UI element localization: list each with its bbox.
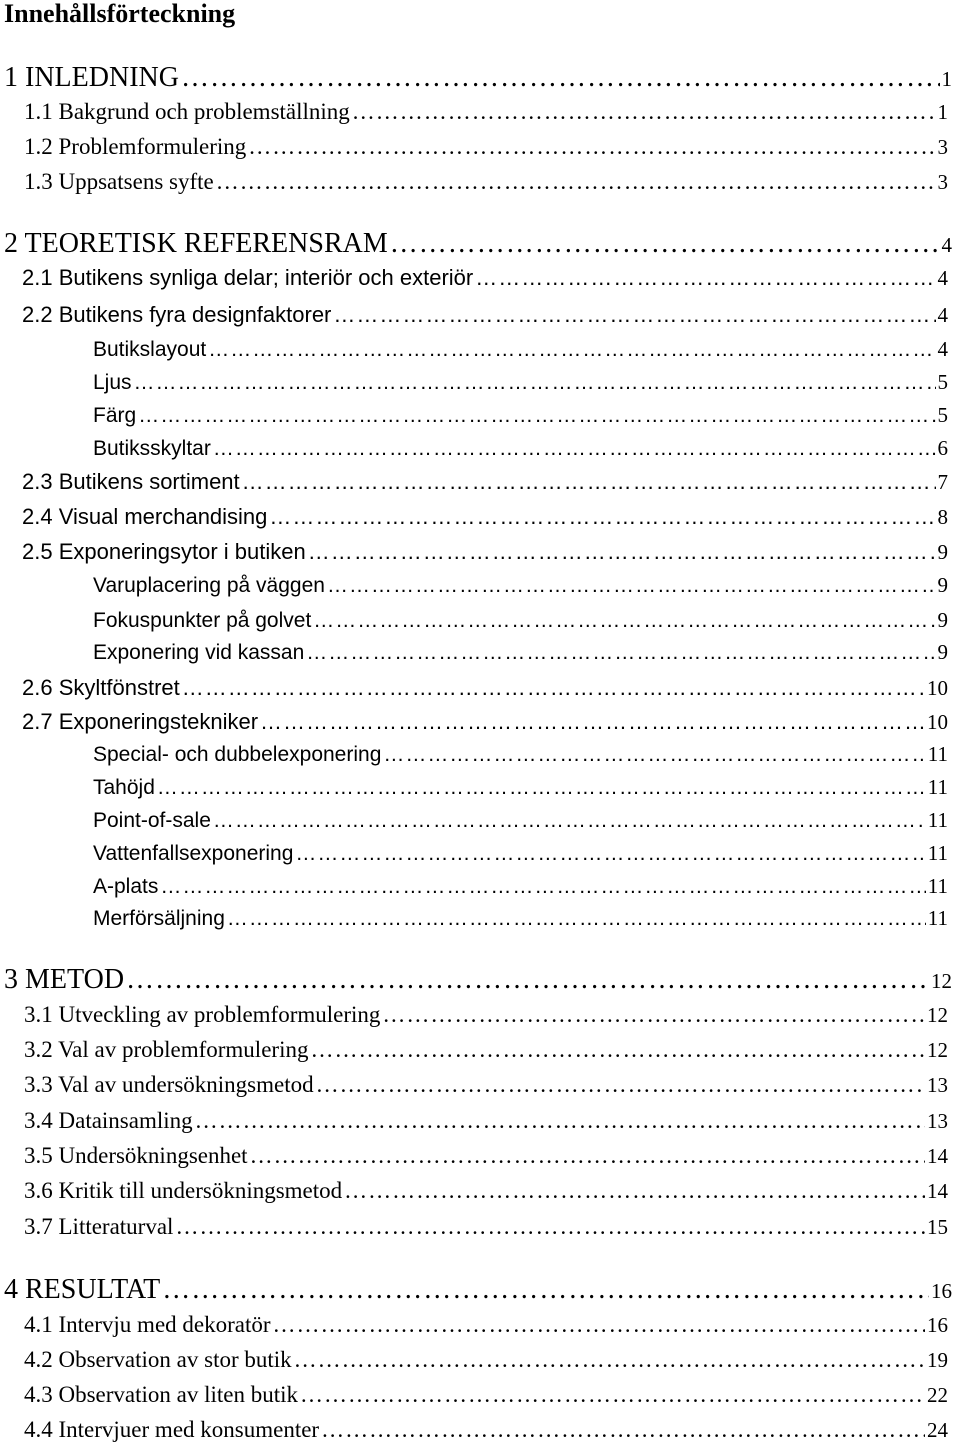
toc-entry — [22, 469, 948, 503]
toc-entry-label: 4.4 Intervjuer med konsumenter — [24, 1417, 320, 1442]
toc-entry — [93, 403, 948, 437]
toc-entry — [24, 1108, 948, 1142]
toc-entry — [22, 709, 948, 743]
toc-entry-page-number: 19 — [927, 1348, 948, 1372]
toc-entry-page-number: 14 — [927, 1144, 948, 1168]
toc-entry — [93, 337, 948, 371]
toc-entry — [4, 964, 952, 998]
toc-leader-dots — [208, 338, 935, 362]
toc-leader-dots — [390, 228, 940, 260]
toc-entry-label: Special- och dubbelexponering — [93, 743, 382, 766]
toc-entry-label: 2.7 Exponeringstekniker — [22, 709, 259, 734]
toc-entry-label: Tahöjd — [93, 776, 155, 799]
toc-entry — [24, 1002, 948, 1036]
toc-entry-page-number: 12 — [927, 1003, 948, 1027]
toc-entry-label: 3.5 Undersökningsenhet — [24, 1143, 248, 1168]
toc-leader-dots — [227, 907, 926, 931]
toc-leader-dots — [321, 1417, 925, 1443]
toc-entry — [22, 265, 948, 299]
toc-entry-page-number: 13 — [927, 1109, 948, 1133]
toc-entry-page-number: 9 — [937, 608, 948, 632]
toc-entry-label: 3.4 Datainsamling — [24, 1108, 193, 1133]
toc-entry-page-number: 5 — [937, 403, 948, 427]
toc-leader-dots — [248, 134, 935, 160]
toc-entry-page-number: 9 — [937, 540, 948, 564]
toc-entry-label: 3 METOD — [4, 964, 125, 995]
toc-entry-label: 4.2 Observation av stor butik — [24, 1347, 292, 1372]
toc-entry — [93, 874, 948, 908]
toc-entry — [24, 1417, 948, 1451]
toc-leader-dots — [213, 437, 936, 461]
toc-leader-dots — [126, 964, 929, 996]
toc-entry — [4, 1274, 952, 1308]
toc-entry — [22, 302, 948, 336]
toc-leader-dots — [300, 1382, 925, 1408]
toc-entry — [24, 99, 948, 133]
toc-leader-dots — [352, 99, 936, 125]
toc-entry-label: Exponering vid kassan — [93, 641, 305, 664]
toc-leader-dots — [160, 875, 925, 899]
toc-entry-label: Fokuspunkter på golvet — [93, 609, 312, 632]
toc-leader-dots — [382, 1002, 925, 1028]
toc-leader-dots — [242, 469, 936, 495]
toc-leader-dots — [313, 609, 935, 633]
toc-leader-dots — [310, 1037, 925, 1063]
toc-entry-label: 4.1 Intervju med dekoratör — [24, 1312, 271, 1337]
toc-entry-label: Vattenfallsexponering — [93, 842, 294, 865]
toc-entry-label: 1.3 Uppsatsens syfte — [24, 169, 214, 194]
toc-leader-dots — [344, 1178, 925, 1204]
toc-entry-page-number: 10 — [927, 676, 948, 700]
toc-entry-label: Varuplacering på väggen — [93, 574, 325, 597]
toc-entry — [93, 775, 948, 809]
toc-entry — [22, 504, 948, 538]
toc-entry-page-number: 9 — [937, 640, 948, 664]
toc-entry-page-number: 3 — [937, 170, 948, 194]
toc-entry-page-number: 14 — [927, 1179, 948, 1203]
toc-entry-label: 2.2 Butikens fyra designfaktorer — [22, 302, 332, 327]
toc-leader-dots — [294, 1347, 925, 1373]
toc-entry — [93, 608, 948, 642]
toc-entry-page-number: 12 — [931, 969, 952, 993]
toc-entry-label: 2.1 Butikens synliga delar; interiör och exteriör — [22, 265, 474, 290]
toc-entry-label: A-plats — [93, 875, 159, 898]
toc-entry-page-number: 11 — [927, 906, 948, 930]
toc-entry-label: Butikslayout — [93, 338, 207, 361]
toc-entry — [22, 675, 948, 709]
toc-entry-page-number: 4 — [937, 266, 948, 290]
toc-entry — [24, 1382, 948, 1416]
toc-entry-page-number: 13 — [927, 1073, 948, 1097]
toc-entry-label: Ljus — [93, 371, 132, 394]
toc-entry-page-number: 6 — [937, 436, 948, 460]
toc-entry-label: Merförsäljning — [93, 907, 225, 930]
toc-entry-label: 3.2 Val av problemformulering — [24, 1037, 309, 1062]
toc-leader-dots — [162, 1274, 929, 1306]
toc-entry — [93, 436, 948, 470]
toc-leader-dots — [273, 1312, 925, 1338]
toc-leader-dots — [250, 1143, 925, 1169]
toc-entry — [24, 1072, 948, 1106]
toc-entry-label: 3.6 Kritik till undersökningsmetod — [24, 1178, 343, 1203]
toc-entry — [93, 841, 948, 875]
toc-leader-dots — [316, 1072, 925, 1098]
toc-entry-page-number: 1 — [937, 100, 948, 124]
toc-entry-label: 3.7 Litteraturval — [24, 1214, 174, 1239]
toc-entry-page-number: 11 — [927, 742, 948, 766]
toc-entry-page-number: 9 — [937, 573, 948, 597]
toc-entry-page-number: 11 — [927, 874, 948, 898]
toc-entry-page-number: 4 — [937, 303, 948, 327]
toc-entry-page-number: 10 — [927, 710, 948, 734]
toc-entry-page-number: 24 — [927, 1418, 948, 1442]
toc-leader-dots — [181, 62, 940, 94]
toc-leader-dots — [295, 842, 925, 866]
page-title: Innehållsförteckning — [4, 0, 236, 28]
toc-leader-dots — [260, 709, 925, 735]
toc-entry — [24, 1347, 948, 1381]
toc-entry-page-number: 16 — [927, 1313, 948, 1337]
toc-entry-page-number: 5 — [937, 370, 948, 394]
toc-leader-dots — [269, 504, 935, 530]
toc-leader-dots — [134, 371, 936, 395]
toc-entry-label: 2 TEORETISK REFERENSRAM — [4, 228, 388, 259]
toc-entry — [24, 1143, 948, 1177]
toc-entry — [24, 134, 948, 168]
toc-leader-dots — [306, 641, 935, 665]
toc-entry-label: 4.3 Observation av liten butik — [24, 1382, 299, 1407]
toc-entry — [24, 1037, 948, 1071]
toc-entry-label: Färg — [93, 404, 137, 427]
toc-entry-label: 1.2 Problemformulering — [24, 134, 247, 159]
toc-entry-page-number: 1 — [941, 67, 952, 91]
toc-entry-label: Butiksskyltar — [93, 437, 211, 460]
toc-entry-page-number: 4 — [937, 337, 948, 361]
toc-entry — [24, 1178, 948, 1212]
toc-entry-label: 4 RESULTAT — [4, 1274, 161, 1305]
toc-entry — [93, 906, 948, 940]
toc-entry — [93, 573, 948, 607]
toc-leader-dots — [175, 1214, 925, 1240]
toc-entry — [93, 370, 948, 404]
toc-entry-page-number: 11 — [927, 808, 948, 832]
toc-entry-page-number: 3 — [937, 135, 948, 159]
toc-entry-label: 1.1 Bakgrund och problemställning — [24, 99, 350, 124]
toc-entry-page-number: 11 — [927, 775, 948, 799]
toc-entry — [93, 808, 948, 842]
toc-entry-label: 3.3 Val av undersökningsmetod — [24, 1072, 314, 1097]
toc-entry-page-number: 15 — [927, 1215, 948, 1239]
toc-entry-page-number: 12 — [927, 1038, 948, 1062]
toc-entry — [22, 539, 948, 573]
toc-entry — [24, 1214, 948, 1248]
toc-entry — [24, 1312, 948, 1346]
toc-entry-label: 2.5 Exponeringsytor i butiken — [22, 539, 306, 564]
toc-leader-dots — [383, 743, 925, 767]
toc-leader-dots — [157, 776, 926, 800]
toc-leader-dots — [195, 1108, 925, 1134]
toc-leader-dots — [216, 169, 936, 195]
toc-entry-page-number: 22 — [927, 1383, 948, 1407]
toc-leader-dots — [182, 675, 925, 701]
toc-entry-label: Point-of-sale — [93, 809, 211, 832]
toc-entry-page-number: 4 — [941, 233, 952, 257]
toc-entry — [4, 228, 952, 262]
toc-leader-dots — [308, 539, 936, 565]
toc-leader-dots — [213, 809, 926, 833]
toc-leader-dots — [475, 265, 935, 291]
toc-entry-page-number: 7 — [937, 470, 948, 494]
toc-entry-page-number: 11 — [927, 841, 948, 865]
toc-entry-label: 2.3 Butikens sortiment — [22, 469, 240, 494]
toc-entry-label: 3.1 Utveckling av problemformulering — [24, 1002, 381, 1027]
toc-leader-dots — [138, 404, 935, 428]
toc-entry-page-number: 8 — [937, 505, 948, 529]
toc-entry — [4, 62, 952, 96]
toc-leader-dots — [333, 302, 935, 328]
toc-entry — [24, 169, 948, 203]
toc-entry — [93, 742, 948, 776]
toc-entry — [93, 640, 948, 674]
toc-entry-label: 1 INLEDNING — [4, 62, 179, 93]
toc-entry-page-number: 16 — [931, 1279, 952, 1303]
toc-entry-label: 2.6 Skyltfönstret — [22, 675, 180, 700]
toc-entry-label: 2.4 Visual merchandising — [22, 504, 268, 529]
toc-leader-dots — [327, 574, 936, 598]
